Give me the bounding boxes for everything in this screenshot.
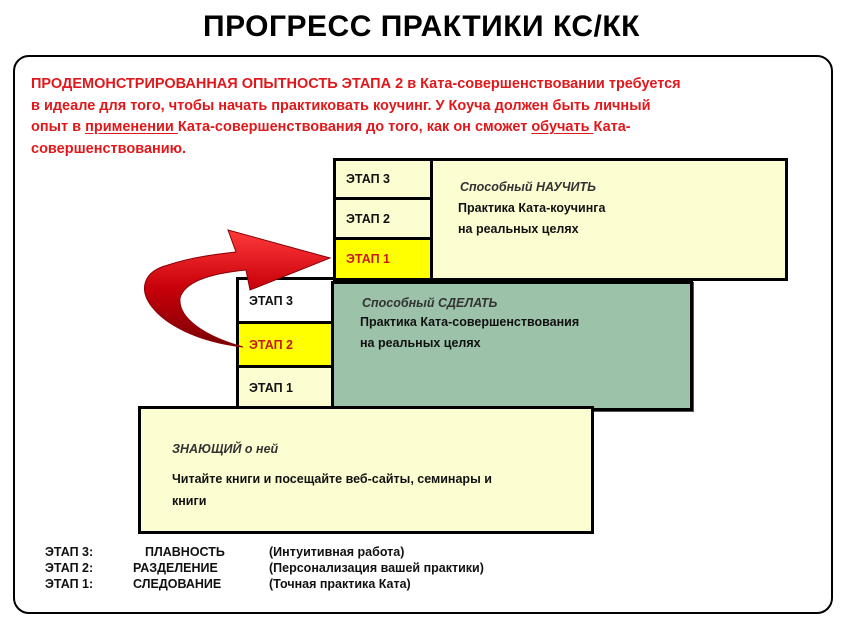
top-level-line-1: Практика Ката-коучинга bbox=[458, 201, 606, 215]
top-level-heading: Способный НАУЧИТЬ bbox=[460, 180, 597, 194]
middle-stage-1: ЭТАП 1 bbox=[236, 365, 336, 411]
top-stage-1: ЭТАП 1 bbox=[333, 237, 433, 281]
middle-stage-2: ЭТАП 2 bbox=[236, 321, 336, 368]
top-stage-3: ЭТАП 3 bbox=[333, 158, 433, 200]
bottom-level-line-2: книги bbox=[172, 494, 207, 508]
bottom-level-heading: ЗНАЮЩИЙ о ней bbox=[172, 442, 279, 456]
top-level-line-2: на реальных целях bbox=[458, 222, 579, 236]
page-title: ПРОГРЕСС ПРАКТИКИ КС/КК bbox=[203, 10, 640, 43]
middle-level-line-1: Практика Ката-совершенствования bbox=[360, 315, 580, 329]
middle-level-heading: Способный СДЕЛАТЬ bbox=[362, 296, 498, 310]
bottom-level-line-1: Читайте книги и посещайте веб-сайты, семинары и bbox=[172, 472, 492, 486]
intro-text: ПРОДЕМОНСТРИРОВАННАЯ ОПЫТНОСТЬ ЭТАПА 2 в Ката-совершенствовании требуется в идеале для того, чтобы начать практиковать коучинг. У Коуча должен быть личный опыт в применении Ката-совершенствования до того, как он сможет обучать Ката-совершенствованию. bbox=[31, 76, 681, 157]
top-stage-2: ЭТАП 2 bbox=[333, 197, 433, 240]
middle-stage-3: ЭТАП 3 bbox=[236, 277, 336, 324]
bottom-level-box bbox=[138, 406, 594, 534]
middle-level-line-2: на реальных целях bbox=[360, 336, 481, 350]
